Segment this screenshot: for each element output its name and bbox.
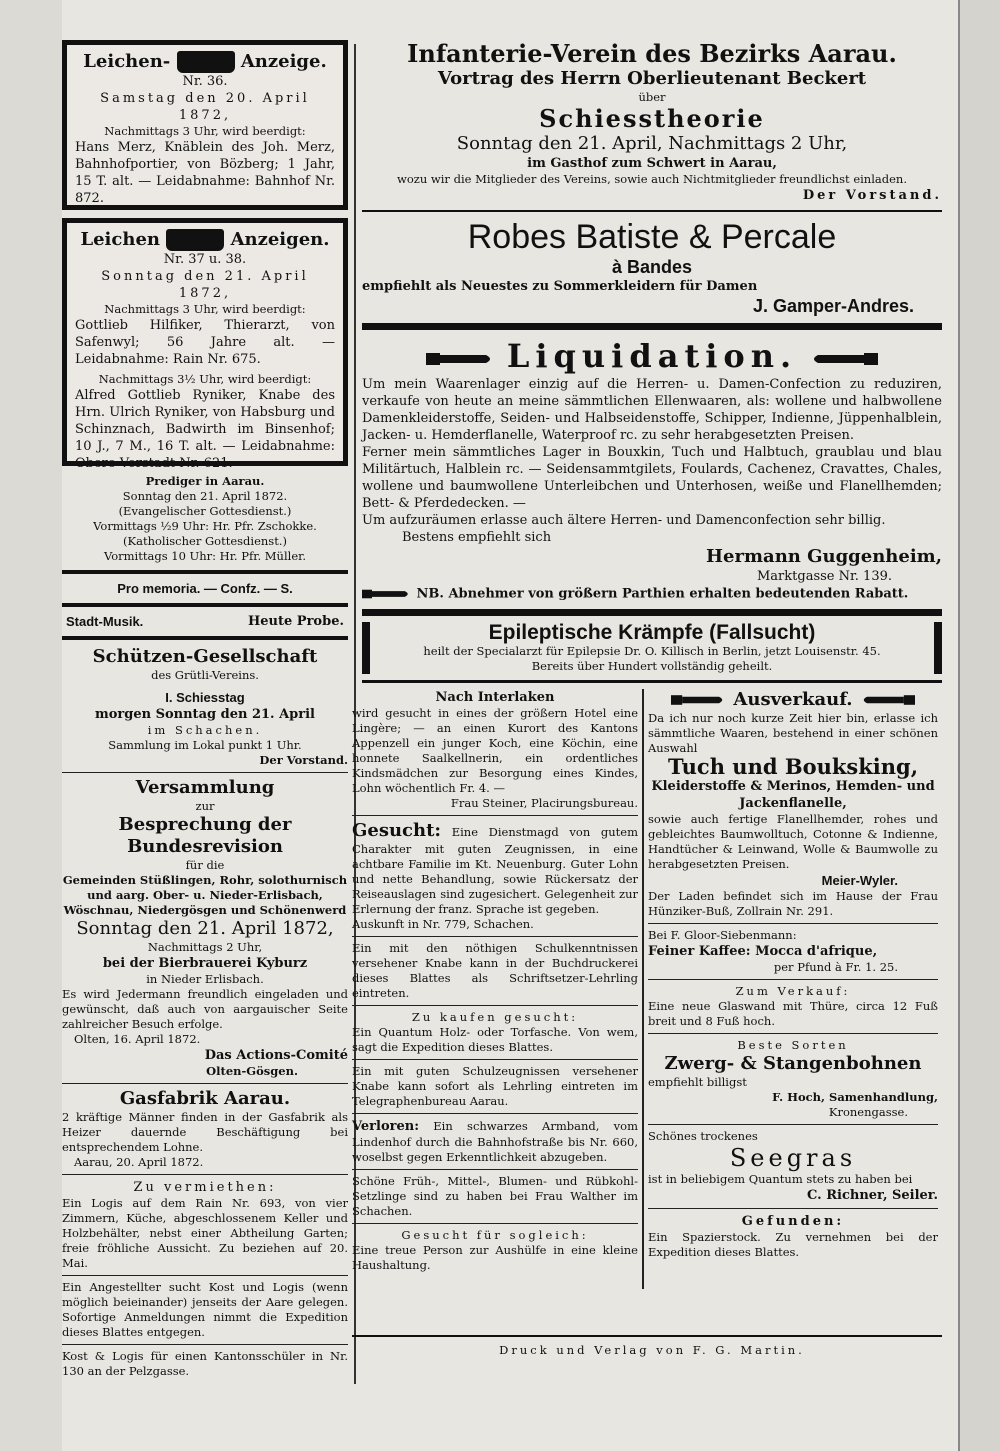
pointing-hand-left-icon xyxy=(808,350,878,368)
border-bar xyxy=(362,622,370,674)
gesucht-notice: Gesucht: Eine Dienstmagd von gutem Charakter mit guten Zeugnissen, in eine achtbare Familie im Kt. Neuenburg. Guter Lohn und nette Behandlung, sowie Rückersatz der Reiseauslagen sind zugesichert. Gelegenheit zur Erlernung der franz. Sprache ist gegeben. Auskunft in Nr. 779, Schachen. xyxy=(352,820,639,931)
right-columns xyxy=(352,39,942,1358)
kaufen-notice: Zu kaufen gesucht: Ein Quantum Holz- oder Torfasche. Von wem, sagt die Expedition dieses Blattes. xyxy=(352,1010,638,1054)
pointing-hand-right-icon xyxy=(671,691,727,709)
death-title-a: Leichen xyxy=(80,229,160,250)
next-page-edge xyxy=(958,0,1000,1451)
death-time: Nachmittags 3 Uhr, wird beerdigt: xyxy=(104,124,306,138)
preachers-notice: Prediger in Aarau. Sonntag den 21. April 1872. (Evangelischer Gottesdienst.) Vormittags ½9 Uhr: Hr. Pfr. Zschokke. (Katholischer Gottesdienst.) Vormittags 10 Uhr: Hr. Pfr. Müller. xyxy=(93,474,317,563)
pointing-hand-right-icon xyxy=(362,585,412,603)
sub-column-left xyxy=(352,689,638,1273)
gefunden-notice: Gefunden: Ein Spazierstock. Zu vernehmen bei der Expedition dieses Blattes. xyxy=(648,1214,938,1259)
pointing-hand-right-icon xyxy=(426,350,496,368)
border-bar xyxy=(934,622,942,674)
left-column xyxy=(62,40,348,1379)
sub-column-right xyxy=(648,689,938,1260)
subcolumn-divider xyxy=(642,689,644,1289)
sofort-notice: Gesucht für sogleich: Eine treue Person zur Aushülfe in eine kleine Haushaltung. xyxy=(352,1228,638,1272)
death-title-b: Anzeigen. xyxy=(230,229,330,250)
kaffee-notice: Bei F. Gloor-Siebenmann: Feiner Kaffee: Mocca d'afrique, per Pfund à Fr. 1. 25. xyxy=(648,928,898,974)
death-date: Sonntag den 21. April 1872, xyxy=(101,269,309,301)
ausverkauf-notice: Ausverkauf. Da ich nur noch kurze Zeit hier bin, erlasse ich sämmtliche Waaren, bestehend in einer schönen Auswahl Tuch und Bouksking, Kleiderstoffe & Merinos, Hemden- und Jackenflanelle, sowie auch fertige Flanellhemder, rohes und gebleichtes Baumwolltuch, Cotonne & Indienne, Handtücher & Leinwand, Wolle & Baumwolle zu herabgesetzten Preisen. Meier-Wyler. Der Laden befindet sich im Hause der Frau Hünziker-Buß, Zollrain Nr. 291. xyxy=(648,689,938,918)
death-time: Nachmittags 3 Uhr, wird beerdigt: xyxy=(104,302,306,316)
pointing-hand-left-icon xyxy=(859,691,915,709)
bohnen-notice: Beste Sorten Zwerg- & Stangenbohnen empfiehlt billigst F. Hoch, Samenhandlung, Kronengasse. xyxy=(648,1038,938,1119)
kost-logis-2: Kost & Logis für einen Kantonsschüler in Nr. 130 an der Pelzgasse. xyxy=(62,1349,348,1378)
liquidation-notice: Liquidation. Um mein Waarenlager einzig auf die Herren- u. Damen-Confection zu reduziren, verkaufe von heute an meine sämmtlichen Ellenwaaren, als: wollene und halbwollene Damenkleiderstoffe, Seiden- und Halbseidenstoffe, Schipper, Indienne, Jüppenhalblein, Jacken- u. Hemderflanelle, Waterproof rc. zu sehr herabgesetzten Preisen. Ferner mein sämmtliches Lager in Bouxkin, Tuch und Halbtuch, graublau und blau Militärtuch, Halblein rc. — Seidensammtgilets, Foulards, Cachenez, Cravattes, Chales, wollene und baumwollene Unterleibchen und Unterhosen, weiße und Flanellhemden; Bett- & Pferdedecken. — Um aufzuräumen erlasse auch ältere Herren- und Damenconfection sehr billig. Bestens empfiehlt sich Hermann Guggenheim, Marktgasse Nr. 139. NB. Abnehmer von größern Parthien erhalten bedeutenden Rabatt. xyxy=(362,337,942,602)
death-text: Alfred Gottlieb Ryniker, Knabe des Hrn. Ulrich Ryniker, von Habsburg und Schinznach, Badwirth im Binsenhof; 10 J., 7 M., 16 T. alt. — Leidabnahme: Obere Vorstadt Nr. 621. xyxy=(75,388,335,471)
kost-logis-notice: Ein Angestellter sucht Kost und Logis (wenn möglich beieinander) jenseits der Aare gelegen. Sofortige Anmeldungen nimmt die Expedition dieses Blattes entgegen. xyxy=(62,1280,348,1339)
death-title-b: Anzeige. xyxy=(240,51,327,72)
stadt-musik: Stadt-Musik. Heute Probe. xyxy=(66,614,344,629)
vermiethen-notice: Zu vermiethen: Ein Logis auf dem Rain Nr. 693, von vier Zimmern, Küche, abgeschlossenem Keller und Holzbehälter, nebst einer Abtheilung Garten; freie fröhliche Aussicht. Zu beziehen auf 20. Mai. xyxy=(62,1180,348,1270)
imprint-footer: Druck und Verlag von F. G. Martin. xyxy=(499,1343,805,1357)
verloren-notice: Verloren: Ein schwarzes Armband, vom Lindenhof durch die Bahnhofstraße bis Nr. 660, woselbst gegen Erkenntlichkeit abzugeben. xyxy=(352,1119,638,1164)
death-text: Gottlieb Hilfiker, Thierarzt, von Safenwyl; 56 Jahre alt. — Leidabnahme: Rain Nr. 675. xyxy=(75,318,335,367)
robes-notice: Robes Batiste & Percale à Bandes empfiehlt als Neuestes zu Sommerkleidern für Damen J. Gamper-Andres. xyxy=(362,218,914,316)
death-time: Nachmittags 3½ Uhr, wird beerdigt: xyxy=(98,372,312,386)
death-number: Nr. 36. xyxy=(182,74,228,89)
gasfabrik-notice: Gasfabrik Aarau. 2 kräftige Männer finden in der Gasfabrik als Heizer dauernde Beschäftigung bei entsprechendem Lohne. Aarau, 20. April 1872. xyxy=(62,1088,348,1169)
death-number: Nr. 37 u. 38. xyxy=(163,252,247,267)
death-notice-1 xyxy=(62,40,348,210)
infanterie-notice: Infanterie-Verein des Bezirks Aarau. Vortrag des Herrn Oberlieutenant Beckert über Schiesstheorie Sonntag den 21. April, Nachmittags 2 Uhr, im Gasthof zum Schwert in Aarau, wozu wir die Mitglieder des Vereins, sowie auch Nichtmitglieder freundlichst einladen. Der Vorstand. xyxy=(397,39,942,203)
coffin-icon xyxy=(177,51,235,73)
death-text: Hans Merz, Knäblein des Joh. Merz, Bahnhofportier, von Bözberg; 1 Jahr, 15 T. alt. — Leidabnahme: Bahnhof Nr. 872. xyxy=(75,140,335,206)
seegras-notice: Schönes trockenes Seegras ist in beliebigem Quantum stets zu haben bei C. Richner, Seiler. xyxy=(648,1129,938,1203)
facing-page-edge xyxy=(0,0,62,1451)
versammlung-notice: Versammlung zur Besprechung der Bundesrevision für die Gemeinden Stüßlingen, Rohr, solothurnisch und aarg. Ober- u. Nieder-Erlisbach, Wöschnau, Niedergösgen und Schönenwerd Sonntag den 21. April 1872, Nachmittags 2 Uhr, bei der Bierbrauerei Kyburz in Nieder Erlisbach. Es wird Jedermann freundlich eingeladen und gewünscht, daß auch von aargauischer Seite zahlreicher Besuch erfolge. Olten, 16. April 1872. Das Actions-Comité Olten-Gösgen. xyxy=(62,777,348,1078)
lehrling-notice: Ein mit den nöthigen Schulkenntnissen versehener Knabe kann in der Buchdruckerei dieses Blattes als Schriftsetzer-Lehrling eintreten. xyxy=(352,941,638,1000)
setzlinge-notice: Schöne Früh-, Mittel-, Blumen- und Rübkohl-Setzlinge sind zu haben bei Frau Walther im Schachen. xyxy=(352,1174,638,1218)
verkauf-notice: Zum Verkauf: Eine neue Glaswand mit Thüre, circa 12 Fuß breit und 8 Fuß hoch. xyxy=(648,984,938,1028)
schuetzen-notice: Schützen-Gesellschaft des Grütli-Vereins. I. Schiesstag morgen Sonntag den 21. April im Schachen. Sammlung im Lokal punkt 1 Uhr. Der Vorstand. xyxy=(92,646,348,767)
interlaken-notice: Nach Interlaken wird gesucht in eines der größern Hotel eine Lingère; — an einen Kurort des Kantons Appenzell ein junger Koch, eine Köchin, eine honnete Saalkellnerin, ein ordentliches Kindsmädchen zur Besorgung eines Kindes, Lohn wöchentlich Fr. 4. — Frau Steiner, Placirungsbureau. xyxy=(352,690,638,810)
death-title-a: Leichen- xyxy=(83,51,171,72)
pro-memoria: Pro memoria. — Confz. — S. xyxy=(117,581,293,596)
epilepsie-notice: Epileptische Krämpfe (Fallsucht) heilt der Specialarzt für Epilepsie Dr. O. Killisch in Berlin, jetzt Louisenstr. 45. Bereits über Hundert vollständig geheilt. xyxy=(362,622,942,674)
telegraph-notice: Ein mit guten Schulzeugnissen versehener Knabe kann sofort als Lehrling eintreten im Telegraphenbureau Aarau. xyxy=(352,1064,638,1108)
coffin-icon xyxy=(166,229,224,251)
death-date: Samstag den 20. April 1872, xyxy=(100,91,310,123)
death-notice-2 xyxy=(62,218,348,471)
